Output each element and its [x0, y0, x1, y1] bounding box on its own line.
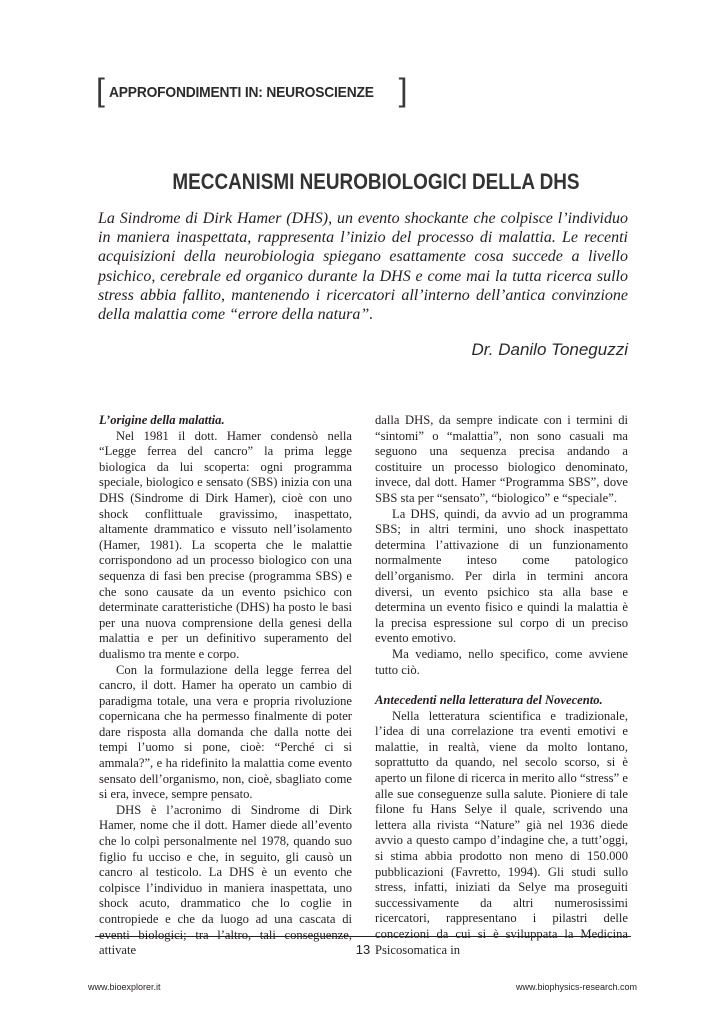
body-column-left: [99, 413, 352, 959]
body-paragraph: Con la formulazione della legge ferrea del cancro, il dott. Hamer ha operato un cambio di paradigma totale, una vera e propria rivoluzione copernicana che ha permesso finalmente di poter dare risposta alla domanda che dalla notte dei tempi l’uomo si pone, cioè: “Perché ci si ammala?”, e ha ridefinito la malattia come evento sensato dell’organismo, non, cioè, sbagliato come si era, invece, sempre pensato.: [99, 662, 352, 802]
section-tag: [96, 74, 408, 106]
body-column-right: [375, 413, 628, 958]
body-paragraph: Ma vediamo, nello specifico, come avviene tutto ciò.: [375, 646, 628, 677]
footer-divider: [95, 936, 631, 937]
body-paragraph: Nel 1981 il dott. Hamer condensò nella “Legge ferrea del cancro” la prima legge biologica da lui scoperta: ogni programma speciale, biologico e sensato (SBS) inizia con una DHS (Sindrome di Dirk Hamer), cioè con uno shock conflittuale gravissimo, inaspettato, altamente drammatico e vissuto nell’isolamento (Hamer, 1981). La scoperta che le malattie corrispondono ad un processo biologico con una sequenza di fasi ben precise (programma SBS) e che sono causate da un evento psichico con determinate caratteristiche (DHS) ha posto le basi per una nuova comprensione della genesi della malattia e per un definitivo superamento del dualismo tra mente e corpo.: [99, 428, 352, 661]
section-tag-label: APPROFONDIMENTI IN: NEUROSCIENZE: [108, 83, 374, 101]
article-author: Dr. Danilo Toneguzzi: [471, 340, 628, 359]
body-paragraph: DHS è l’acronimo di Sindrome di Dirk Hamer, nome che il dott. Hamer diede all’evento che lo colpì personalmente nel 1978, quando suo figlio fu ucciso e che, in seguito, gli causò un cancro al testicolo. La DHS è un evento che colpisce l’individuo in maniera inaspettata, uno shock acuto, drammatico che lo coglie in contropiede e che da luogo ad una cascata di eventi biologici; tra l’altro, tali conseguenze, attivate: [99, 802, 352, 958]
body-paragraph: La DHS, quindi, da avvio ad un programma SBS; in altri termini, uno shock inaspettato determina l’attivazione di un funzionamento normalmente inteso come patologico dell’organismo. Per dirla in termini ancora diversi, un evento psichico sta alla base e determina un evento fisico e quindi la malattia è la precisa espressione sul corpo di un preciso evento emotivo.: [375, 506, 628, 646]
footer-link-biophysics[interactable]: www.biophysics-research.com: [515, 982, 637, 992]
article-abstract: La Sindrome di Dirk Hamer (DHS), un evento shockante che colpisce l’individuo in maniera inaspettata, rappresenta l’inizio del processo di malattia. Le recenti acquisizioni della neurobiologia spiegano esattamente cosa succede a livello psichico, cerebrale ed organico durante la DHS e come mai la tutta ricerca sullo stress abbia fallito, mantenendo i ricercatori all’interno dell’antica convinzione della malattia come “errore della natura”.: [98, 210, 628, 324]
body-paragraph: dalla DHS, da sempre indicate con i termini di “sintomi” o “malattia”, non sono casuali ma seguono una sequenza precisa andando a costituire un processo biologico denominato, invece, dal dott. Hamer “Programma SBS”, dove SBS sta per “sensato”, “biologico” e “speciale”.: [375, 413, 628, 505]
section-tag-close-bracket: ]: [398, 72, 408, 108]
footer-link-bioexplorer[interactable]: www.bioexplorer.it: [88, 982, 161, 992]
body-paragraph: Nella letteratura scientifica e tradizionale, l’idea di una correlazione tra eventi emotivi e malattie, in realtà, viene da molto lontano, soprattutto da quando, nel secolo scorso, si è aperto un filone di ricerca in merito allo “stress” e alle sue conseguenze sulla salute. Pioniere di tale filone fu Hans Selye il quale, scrivendo una lettera alla rivista “Nature” già nel 1936 diede avvio a questo campo d’indagine che, a tutt’oggi, si stima abbia prodotto non meno di 150.000 pubblicazioni (Favretto, 1994). Gli studi sullo stress, infatti, iniziati da Selye ma proseguiti successivamente da altri numerosissimi ricercatori, rappresentano i pilastri delle concezioni da cui si è sviluppata la Medicina Psicosomatica in: [375, 708, 628, 957]
section-tag-open-bracket: [: [96, 72, 105, 108]
article-title: MECCANISMI NEUROBIOLOGICI DELLA DHS: [172, 169, 580, 194]
section-heading-antecedents: Antecedenti nella letteratura del Novecento.: [375, 693, 603, 708]
section-heading-origin: L’origine della malattia.: [99, 413, 225, 427]
page-number: 13: [355, 942, 371, 957]
